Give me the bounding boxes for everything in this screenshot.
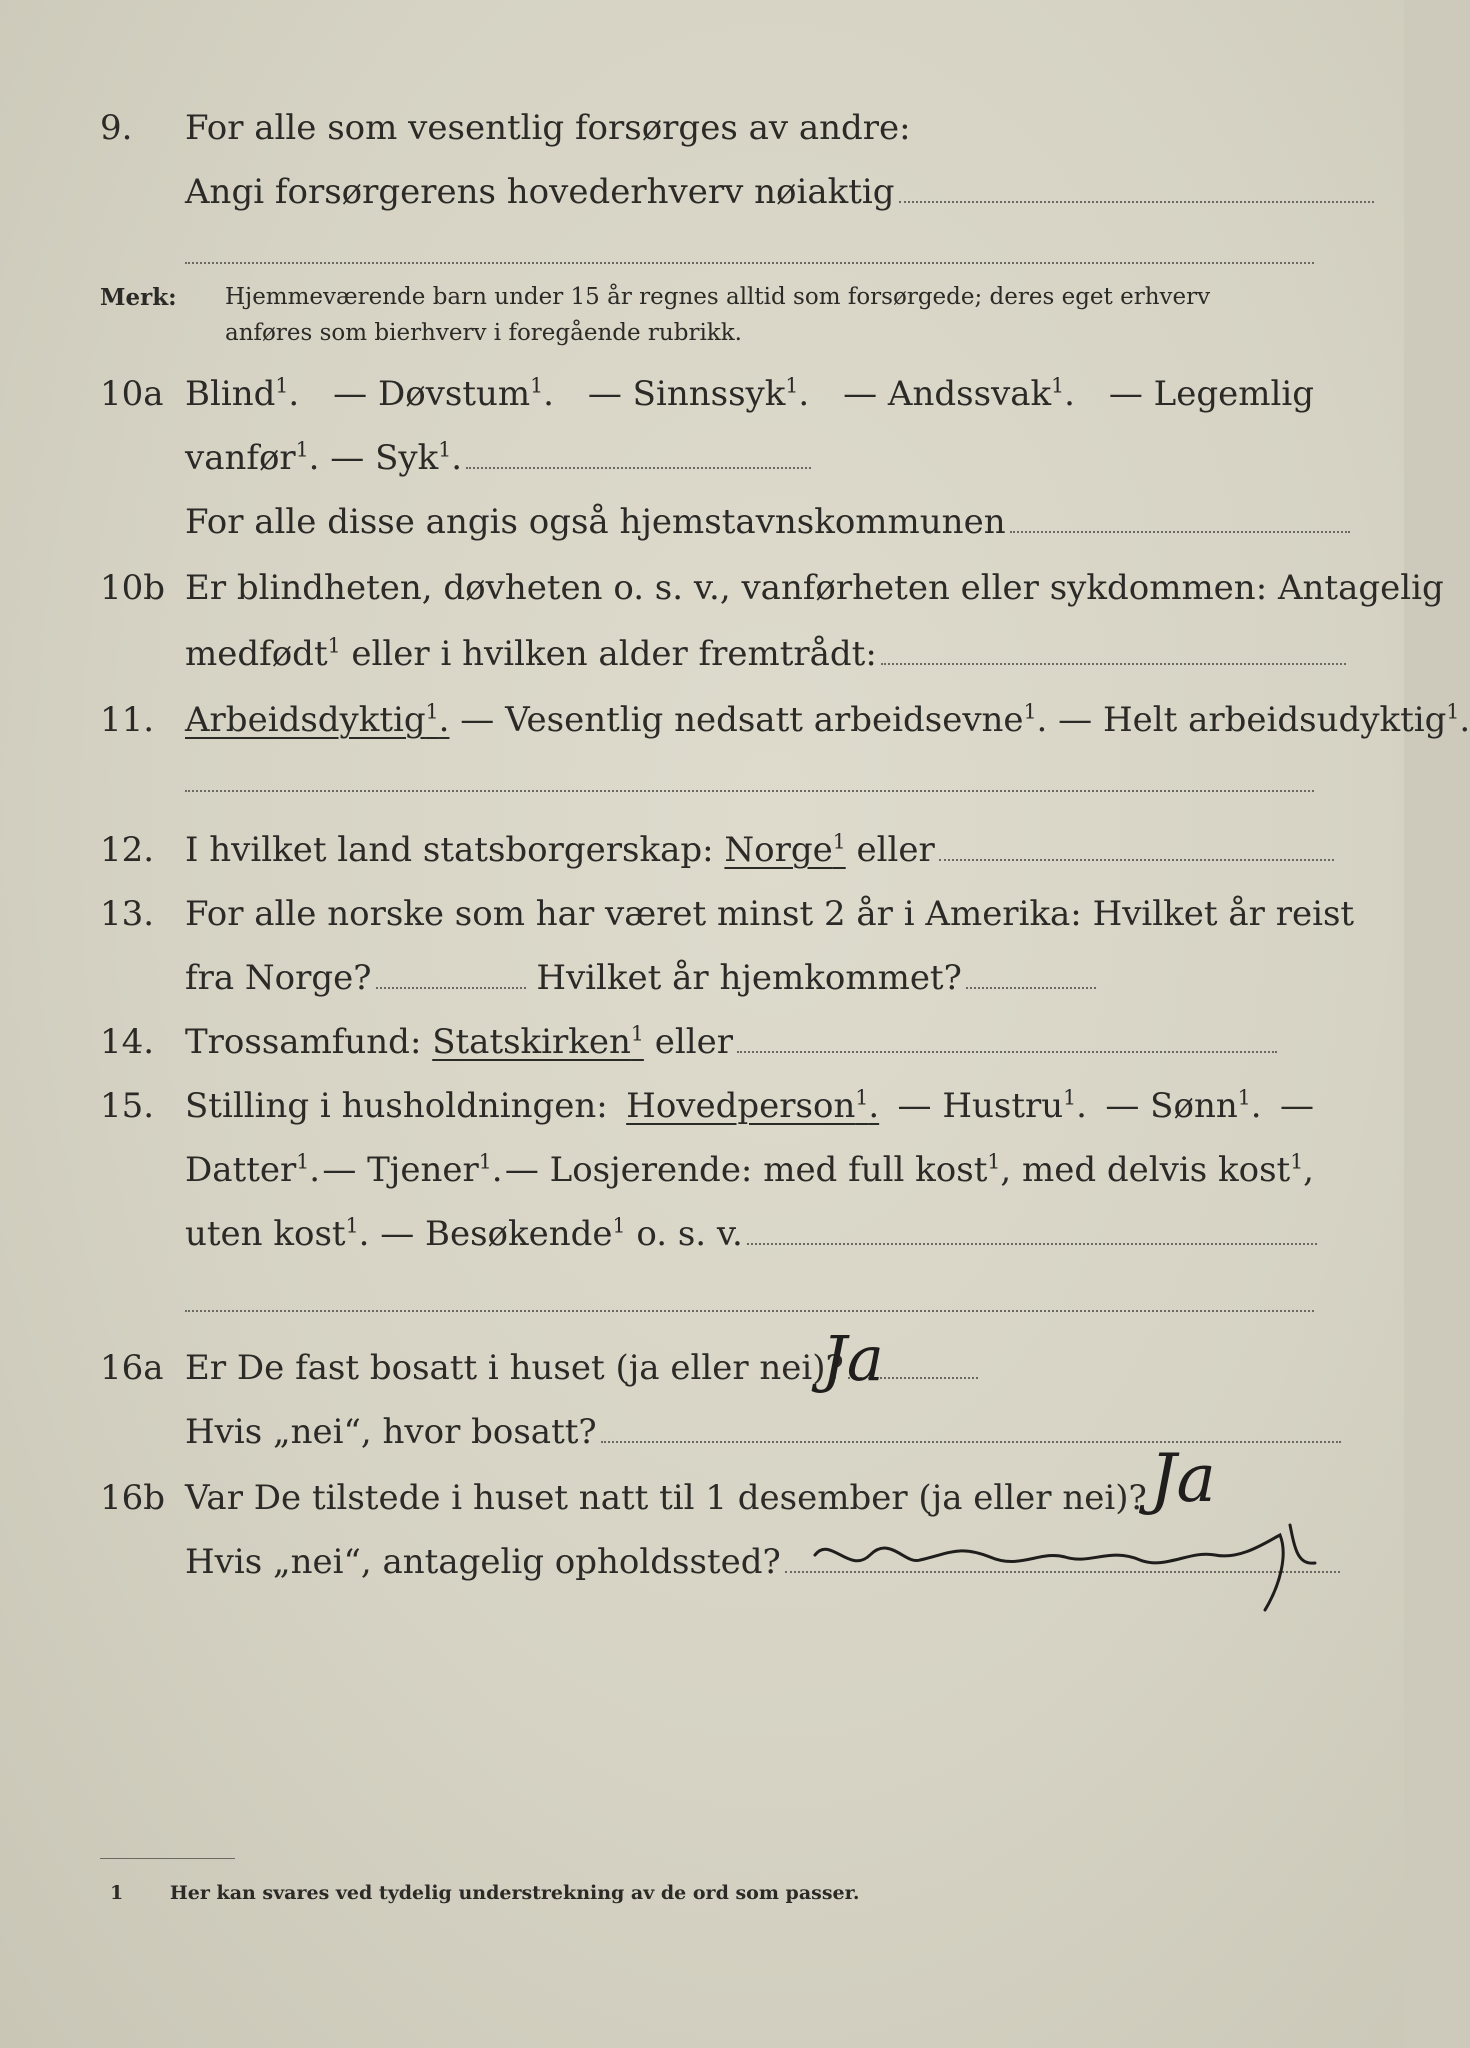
answer-line[interactable] <box>1010 531 1350 533</box>
option-hustru[interactable]: — Hustru$^1$. <box>897 1085 1087 1126</box>
question-number: 16a <box>100 1348 164 1388</box>
option-syk[interactable]: — Syk$^1$. <box>330 437 463 478</box>
option-statskirken[interactable]: Statskirken$^1$ <box>432 1021 644 1062</box>
question-number: 15. <box>100 1086 155 1126</box>
question-text: Hvilket år hjemkommet? <box>536 958 962 998</box>
option-medfodt[interactable]: medfødt$^1$ <box>185 633 341 674</box>
option-blind[interactable]: Blind$^1$. <box>185 373 300 414</box>
question-number: 10b <box>100 568 166 608</box>
question-text: I hvilket land statsborgerskap: <box>185 830 714 870</box>
handwriting-stroke <box>815 1535 1283 1610</box>
question-text: Stilling i husholdningen: <box>185 1086 608 1126</box>
answer-line[interactable] <box>939 859 1334 861</box>
question-number: 9. <box>100 108 133 148</box>
answer-line[interactable] <box>601 1441 1341 1443</box>
handwritten-answer: Ja <box>822 1322 884 1395</box>
option-arbeidsdyktig[interactable]: Arbeidsdyktig$^1$. <box>185 699 450 740</box>
answer-line[interactable] <box>747 1243 1317 1245</box>
question-text: Hvis „nei“, antagelig opholdssted? <box>185 1542 781 1582</box>
option-dovstum[interactable]: — Døvstum$^1$. <box>333 373 554 414</box>
option-tjener[interactable]: — Tjener$^1$. <box>322 1149 503 1190</box>
question-text: Er blindheten, døvheten o. s. v., vanførheten eller sykdommen: Antagelig <box>185 568 1444 608</box>
option-arbeidsudyktig[interactable]: — Helt arbeidsudyktig$^1$. <box>1058 699 1470 740</box>
question-text: Angi forsørgerens hovederhverv nøiaktig <box>185 172 895 212</box>
question-text: For alle norske som har været minst 2 år i Amerika: Hvilket år reist <box>185 894 1355 934</box>
handwritten-answer: Ja <box>1150 1440 1216 1517</box>
answer-line[interactable] <box>185 262 1314 264</box>
option-besokende[interactable]: — Besøkende$^1$ <box>380 1213 626 1254</box>
handwriting-stroke <box>1290 1525 1315 1563</box>
question-text: fra Norge? <box>185 958 372 998</box>
answer-line[interactable] <box>376 987 526 989</box>
question-text: For alle disse angis også hjemstavnskommunen <box>185 502 1006 542</box>
option-nedsatt-arbeidsevne[interactable]: — Vesentlig nedsatt arbeidsevne$^1$. <box>460 699 1048 740</box>
note-text: anføres som bierhverv i foregående rubrikk. <box>225 320 742 346</box>
question-number: 13. <box>100 894 155 934</box>
option-legemlig[interactable]: — Legemlig <box>1108 374 1314 414</box>
answer-line[interactable] <box>899 201 1374 203</box>
question-text: Hvis „nei“, hvor bosatt? <box>185 1412 597 1452</box>
question-text: For alle som vesentlig forsørges av andre: <box>185 108 911 148</box>
note-text: Hjemmeværende barn under 15 år regnes alltid som forsørgede; deres eget erhverv <box>225 284 1211 310</box>
option-sinnssyk[interactable]: — Sinnssyk$^1$. <box>587 373 810 414</box>
question-text: Trossamfund: <box>185 1022 422 1062</box>
question-number: 11. <box>100 700 155 740</box>
question-text: o. s. v. <box>636 1214 743 1254</box>
question-number: 14. <box>100 1022 155 1062</box>
answer-line[interactable] <box>881 663 1346 665</box>
answer-line[interactable] <box>185 1310 1314 1312</box>
question-text: eller <box>654 1022 733 1062</box>
footnote <box>110 1882 860 1904</box>
option-full-kost[interactable]: — Losjerende: med full kost$^1$, med delvis kost$^1$, <box>504 1149 1314 1190</box>
question-number: 16b <box>100 1478 166 1518</box>
question-text: eller i hvilken alder fremtrådt: <box>351 634 877 674</box>
handwritten-scribble <box>810 1515 1330 1615</box>
question-text: Var De tilstede i huset natt til 1 desember (ja eller nei)? <box>185 1478 1147 1518</box>
option-hovedperson[interactable]: Hovedperson$^1$. <box>626 1085 880 1126</box>
question-text: eller <box>856 830 935 870</box>
option-vanfor[interactable]: vanfør$^1$. <box>185 437 320 478</box>
footnote-text: Her kan svares ved tydelig understrekning av de ord som passer. <box>169 1882 860 1904</box>
answer-line[interactable] <box>737 1051 1277 1053</box>
option-datter[interactable]: Datter$^1$. <box>185 1149 321 1190</box>
question-number: 10a <box>100 374 164 414</box>
answer-line[interactable] <box>185 790 1314 792</box>
footnote-rule <box>100 1858 235 1859</box>
note-label: Merk: <box>100 284 177 311</box>
question-text: Er De fast bosatt i huset (ja eller nei)? <box>185 1348 844 1388</box>
answer-line[interactable] <box>966 987 1096 989</box>
footnote-mark: 1 <box>110 1882 124 1904</box>
option-uten-kost[interactable]: uten kost$^1$. <box>185 1213 370 1254</box>
answer-line[interactable] <box>466 467 811 469</box>
option-norge[interactable]: Norge$^1$ <box>724 829 846 870</box>
option-andssvak[interactable]: — Andssvak$^1$. <box>843 373 1075 414</box>
question-number: 12. <box>100 830 155 870</box>
dash: — <box>1279 1086 1314 1126</box>
option-sonn[interactable]: — Sønn$^1$. <box>1105 1085 1262 1126</box>
